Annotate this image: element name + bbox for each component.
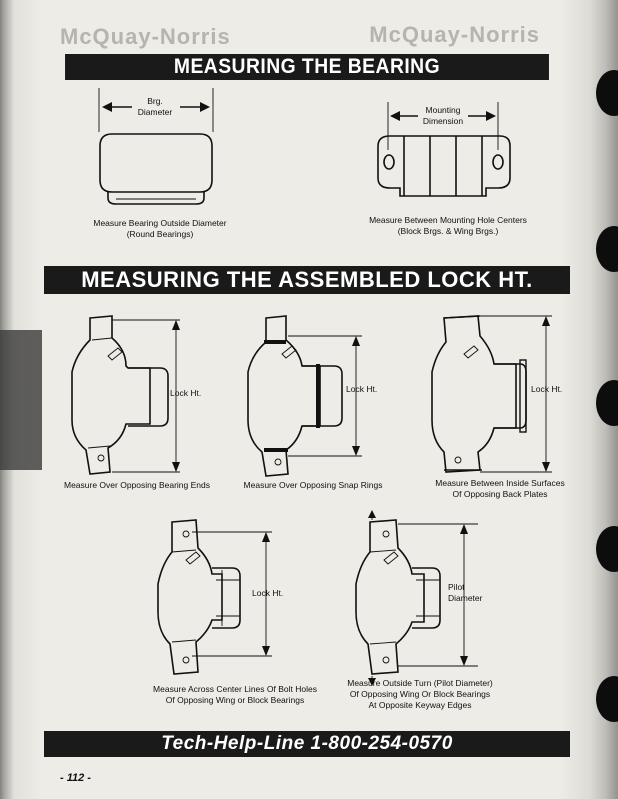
section-title-bearing: MEASURING THE BEARING bbox=[65, 54, 549, 80]
brg-diameter-label-2: Diameter bbox=[137, 107, 173, 117]
tech-help-line-banner: Tech-Help-Line 1-800-254-0570 bbox=[44, 731, 570, 757]
ghost-brand-left: McQuay-Norris bbox=[60, 24, 231, 49]
lock-diagram-snap-rings bbox=[248, 316, 362, 476]
caption-block-bearing: Measure Between Mounting Hole Centers (Block Brgs. & Wing Brgs.) bbox=[369, 215, 527, 236]
mounting-label-1: Mounting bbox=[425, 105, 461, 115]
pilot-label-1: Pilot bbox=[448, 582, 465, 592]
mounting-label-2: Dimension bbox=[422, 116, 464, 126]
lock-ht-label-2: Lock Ht. bbox=[346, 384, 378, 394]
caption-bearing-ends: Measure Over Opposing Bearing Ends bbox=[64, 480, 210, 490]
lock-ht-label-3: Lock Ht. bbox=[531, 384, 563, 394]
lock-diagram-bearing-ends bbox=[72, 316, 180, 474]
pilot-label-2: Diameter bbox=[448, 593, 483, 603]
ghost-brand-right: McQuay-Norris bbox=[369, 22, 540, 47]
lock-ht-label-1: Lock Ht. bbox=[170, 388, 202, 398]
lock-diagram-back-plates bbox=[432, 316, 552, 472]
caption-pilot-diameter: Measure Outside Turn (Pilot Diameter) Of Opposing Wing Or Block Bearings At Opposite Keyway Edges bbox=[347, 678, 493, 710]
brg-diameter-label-1: Brg. bbox=[147, 96, 163, 106]
caption-back-plates: Measure Between Inside Surfaces Of Opposing Back Plates bbox=[435, 478, 565, 499]
section-title-lock-height: MEASURING THE ASSEMBLED LOCK HT. bbox=[44, 266, 570, 294]
caption-snap-rings: Measure Over Opposing Snap Rings bbox=[243, 480, 383, 490]
caption-bolt-holes: Measure Across Center Lines Of Bolt Holes Of Opposing Wing or Block Bearings bbox=[153, 684, 317, 705]
page-number: - 112 - bbox=[60, 772, 91, 784]
caption-round-bearing: Measure Bearing Outside Diameter (Round Bearings) bbox=[93, 218, 227, 239]
lock-ht-label-4: Lock Ht. bbox=[252, 588, 284, 598]
